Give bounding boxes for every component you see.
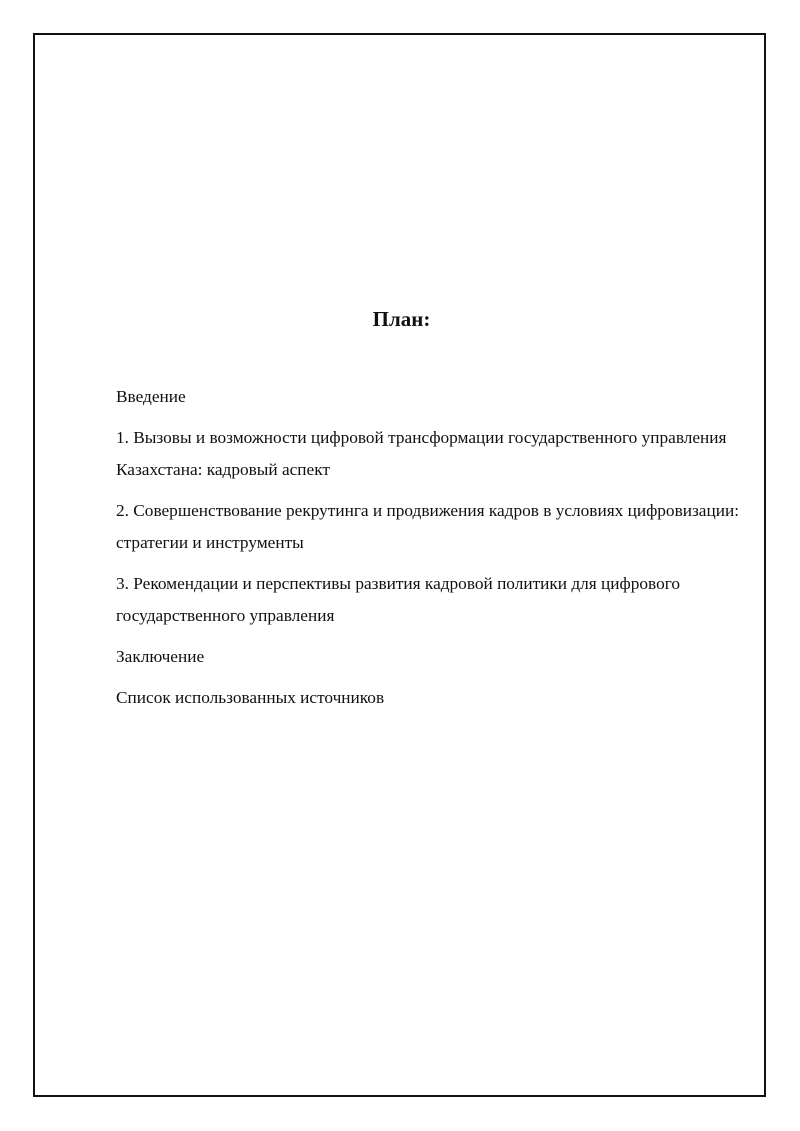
plan-item-section-1: 1. Вызовы и возможности цифровой трансформации государственного управления Казахстана: кадровый аспект [116, 428, 727, 479]
plan-item-section-2: 2. Совершенствование рекрутинга и продвижения кадров в условиях цифровизации: стратегии и инструменты [116, 501, 740, 552]
plan-item-introduction: Введение [116, 387, 186, 406]
page-title: План: [372, 307, 431, 331]
plan-item-references: Список использованных источников [116, 688, 385, 707]
plan-list [116, 381, 741, 723]
plan-item-section-3: 3. Рекомендации и перспективы развития кадровой политики для цифрового государственного управления [116, 574, 681, 625]
plan-item-conclusion: Заключение [116, 647, 205, 666]
page-frame [33, 33, 766, 1097]
